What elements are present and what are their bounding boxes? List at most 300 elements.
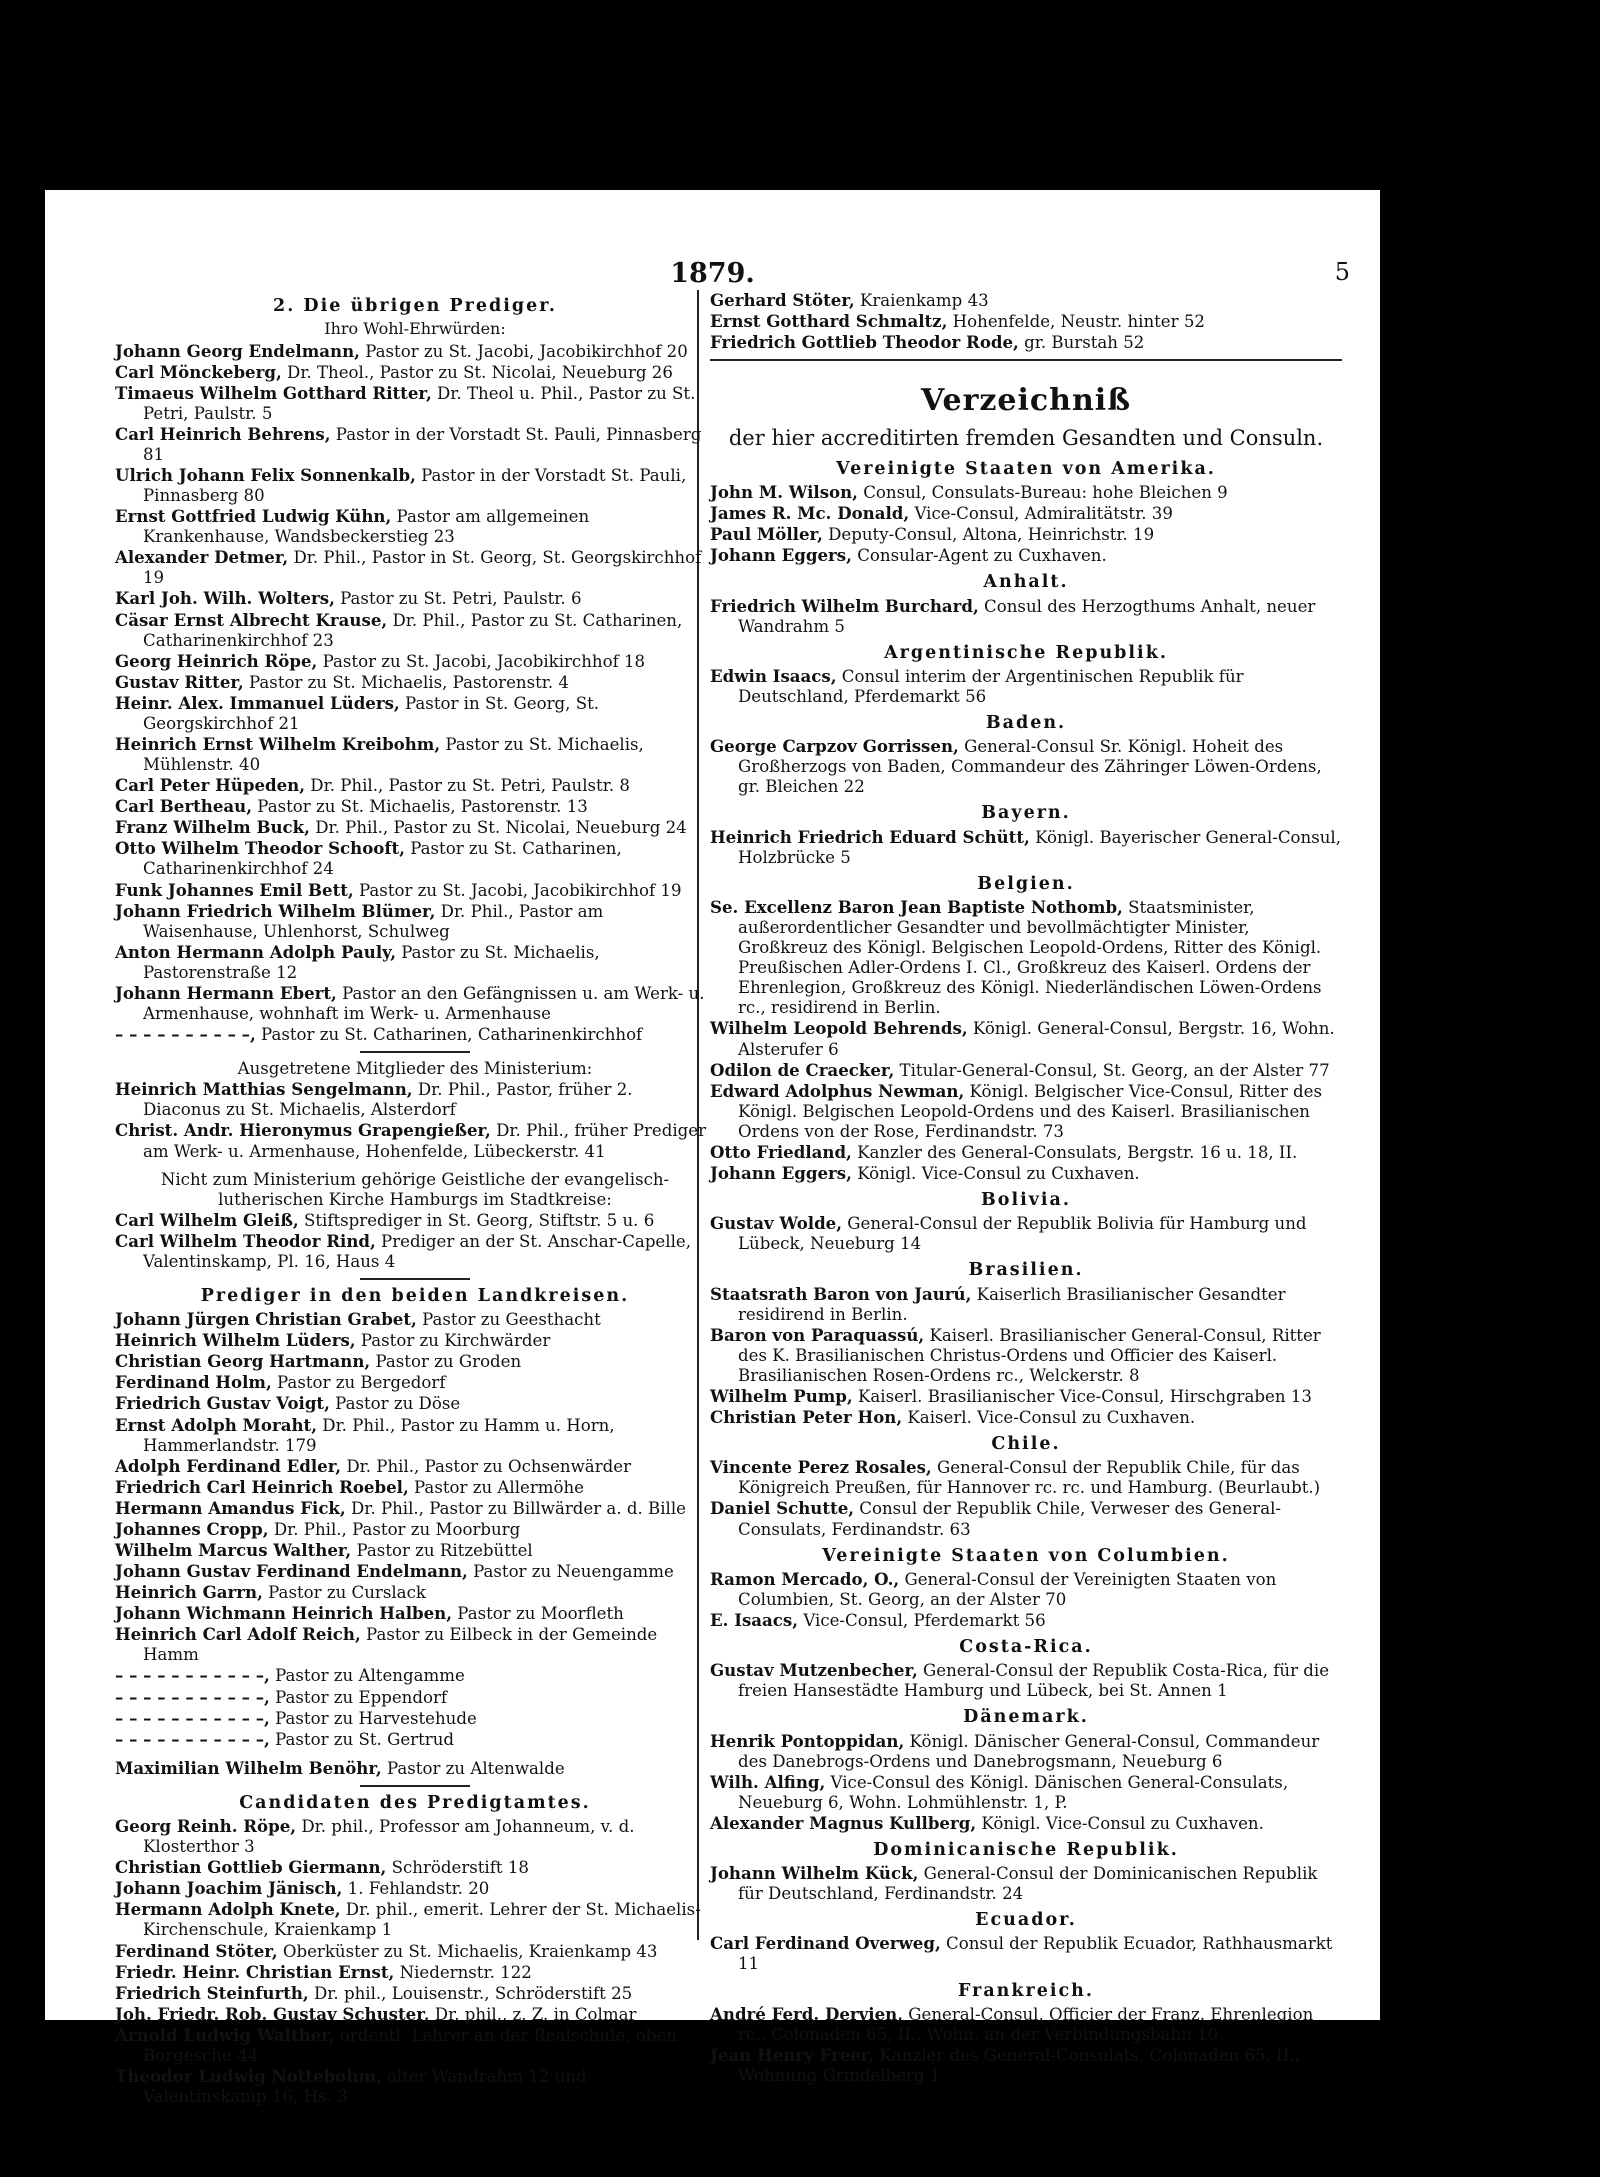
directory-entry — [115, 1519, 715, 1540]
section-heading: Vereinigte Staaten von Columbien. — [822, 1545, 1230, 1566]
directory-entry — [710, 897, 1342, 1018]
entry-details: Pastor zu St. Michaelis, Pastorenstr. 4 — [243, 672, 569, 692]
section-note: der hier accreditirten fremden Gesandten und Consuln. — [728, 425, 1324, 450]
entry-name: Anton Hermann Adolph Pauly, — [115, 941, 396, 962]
section-heading: Frankreich. — [958, 1980, 1094, 2001]
entry-name: Carl Mönckeberg, — [115, 361, 282, 382]
directory-entry — [710, 2045, 1342, 2086]
directory-entry — [710, 1610, 1342, 1631]
entry-name: Maximilian Wilhelm Benöhr, — [115, 1757, 382, 1778]
entry-details: General-Consul der Dominicanischen Republik für Deutschland, Ferdinandstr. 24 — [738, 1864, 1318, 1904]
entry-name: Staatsrath Baron von Jaurú, — [710, 1283, 972, 1304]
entry-details: Pastor zu St. Jacobi, Jacobikirchhof 18 — [317, 651, 646, 671]
entry-details: Kaiserl. Brasilianischer Vice-Consul, Hirschgraben 13 — [852, 1386, 1312, 1406]
entry-details: Pastor zu Geesthacht — [416, 1310, 601, 1330]
section-heading: Anhalt. — [983, 572, 1069, 593]
entry-name: Karl Joh. Wilh. Wolters, — [115, 588, 335, 609]
entry-details: Pastor zu St. Petri, Paulstr. 6 — [334, 589, 582, 609]
entry-name: Alexander Magnus Kullberg, — [710, 1812, 977, 1833]
entry-details: General-Consul, Officier der Franz. Ehrenlegion rc., Colonaden 65, II., Wohn. an der Verbindungsbahn 10 — [738, 2004, 1314, 2044]
entry-details: Dr. phil., Louisenstr., Schröderstift 25 — [308, 1983, 633, 2003]
entry-name: Wilh. Alfing, — [710, 1771, 826, 1792]
entry-details: Pastor zu Eilbeck in der Gemeinde Hamm — [143, 1625, 658, 1665]
directory-entry — [115, 1024, 715, 1045]
entry-details: Kanzler des General-Consulats, Bergstr. 16 u. 18, II. — [851, 1142, 1298, 1162]
entry-details: General-Consul Sr. Königl. Hoheit des Großherzogs von Baden, Commandeur des Zähringer Löwen-Ordens, gr. Bleichen 22 — [738, 737, 1322, 797]
directory-entry — [115, 547, 715, 588]
entry-name: Heinr. Alex. Immanuel Lüders, — [115, 692, 400, 713]
entry-name: Georg Reinh. Röpe, — [115, 1816, 297, 1837]
directory-entry — [115, 1857, 715, 1878]
entry-name: Wilhelm Pump, — [710, 1385, 853, 1406]
entry-details: Dr. Phil., früher Prediger am Werk- u. Armenhause, Hohenfelde, Lübeckerstr. 41 — [143, 1121, 707, 1161]
entry-details: Pastor zu Harvestehude — [269, 1708, 477, 1728]
entry-details: Dr. Phil., Pastor in St. Georg, St. Georgskirchhof 19 — [143, 548, 702, 588]
directory-entry — [115, 1210, 715, 1231]
entry-details: General-Consul der Republik Costa-Rica, für die freien Hansestädte Hamburg und Lübeck, bei St. Annen 1 — [738, 1661, 1330, 1701]
entry-name: E. Isaacs, — [710, 1609, 799, 1630]
entry-details: Pastor in der Vorstadt St. Pauli, Pinnasberg 81 — [143, 424, 702, 464]
entry-name: Friedr. Heinr. Christian Ernst, — [115, 1961, 395, 1982]
directory-entry — [115, 734, 715, 775]
entry-name: Hermann Adolph Knete, — [115, 1899, 341, 1920]
section-note: Ihro Wohl-Ehrwürden: — [324, 319, 506, 339]
entry-details: Pastor zu Groden — [370, 1352, 522, 1372]
directory-entry — [115, 1231, 715, 1272]
page-header — [45, 258, 1380, 290]
entry-details: Hohenfelde, Neustr. hinter 52 — [947, 312, 1205, 332]
directory-entry — [115, 672, 715, 693]
directory-entry — [710, 1163, 1342, 1184]
separator-rule — [360, 1051, 470, 1053]
section-heading: Baden. — [985, 713, 1067, 734]
entry-name: Friedrich Carl Heinrich Roebel, — [115, 1476, 409, 1497]
entry-details: Dr. Phil., Pastor zu Hamm u. Horn, Hammerlandstr. 179 — [143, 1415, 615, 1455]
entry-details: Pastor in der Vorstadt St. Pauli, Pinnasberg 80 — [143, 466, 687, 506]
entry-name: Carl Peter Hüpeden, — [115, 775, 306, 796]
directory-entry — [710, 1660, 1342, 1701]
entry-details: Schröderstift 18 — [386, 1858, 529, 1878]
directory-entry — [710, 290, 1342, 311]
entry-name: Heinrich Garrn, — [115, 1582, 263, 1603]
entry-name: Edwin Isaacs, — [710, 665, 837, 686]
entry-name: Johann Joachim Jänisch, — [115, 1878, 343, 1899]
document-page — [45, 190, 1380, 2107]
entry-details: Consul der Republik Ecuador, Rathhausmarkt 11 — [738, 1934, 1333, 1974]
directory-entry — [710, 1407, 1342, 1428]
entry-name: Ernst Adolph Moraht, — [115, 1414, 317, 1435]
entry-name: Ferdinand Holm, — [115, 1372, 272, 1393]
section-heading: Costa-Rica. — [959, 1637, 1093, 1658]
directory-entry — [710, 1813, 1342, 1834]
entry-name: Johann Jürgen Christian Grabet, — [115, 1309, 417, 1330]
entry-name: Ernst Gotthard Schmaltz, — [710, 311, 948, 332]
separator-rule — [360, 1785, 470, 1787]
separator-rule — [710, 359, 1342, 361]
section-heading: Dominicanische Republik. — [873, 1839, 1179, 1860]
entry-details: Kaiserlich Brasilianischer Gesandter residirend in Berlin. — [738, 1284, 1286, 1324]
entry-details: Consular-Agent zu Cuxhaven. — [851, 546, 1107, 566]
entry-details: Prediger an der St. Anschar-Capelle, Valentinskamp, Pl. 16, Haus 4 — [143, 1231, 691, 1271]
entry-name: John M. Wilson, — [710, 482, 858, 503]
entry-details: Pastor zu Allermöhe — [408, 1477, 584, 1497]
directory-entry — [115, 1603, 715, 1624]
entry-name: Wilhelm Leopold Behrends, — [710, 1018, 968, 1039]
entry-details: Dr. phil., emerit. Lehrer der St. Michaelis-Kirchenschule, Kraienkamp 1 — [143, 1900, 701, 1940]
directory-entry — [115, 1540, 715, 1561]
entry-details: Pastor zu Eppendorf — [269, 1687, 448, 1707]
directory-entry — [115, 817, 715, 838]
directory-entry — [115, 588, 715, 609]
section-heading: Belgien. — [977, 873, 1075, 894]
entry-details: Königl. General-Consul, Bergstr. 16, Wohn. Alsterufer 6 — [738, 1019, 1335, 1059]
entry-details: Pastor zu Döse — [329, 1394, 461, 1414]
entry-details: Pastor zu St. Michaelis, Mühlenstr. 40 — [143, 735, 644, 775]
directory-entry — [115, 383, 715, 424]
entry-name: Christian Georg Hartmann, — [115, 1351, 371, 1372]
directory-entry — [115, 1758, 715, 1779]
entry-name: Carl Wilhelm Theodor Rind, — [115, 1230, 376, 1251]
directory-entry — [710, 1325, 1342, 1386]
entry-name: Henrik Pontoppidan, — [710, 1730, 905, 1751]
directory-entry — [115, 1309, 715, 1330]
directory-entry — [115, 796, 715, 817]
directory-entry — [115, 693, 715, 734]
entry-details: Dr. Phil., Pastor zu St. Petri, Paulstr. 8 — [305, 776, 630, 796]
entry-details: Deputy-Consul, Altona, Heinrichstr. 19 — [822, 525, 1155, 545]
directory-entry — [115, 983, 715, 1024]
entry-details: Pastor zu St. Michaelis, Pastorenstr. 13 — [252, 797, 588, 817]
directory-entry — [710, 311, 1342, 332]
directory-entry — [115, 506, 715, 547]
entry-details: Pastor zu Kirchwärder — [355, 1331, 551, 1351]
entry-name: Baron von Paraquassú, — [710, 1324, 925, 1345]
entry-details: Pastor zu Curslack — [262, 1583, 426, 1603]
entry-name: Ferdinand Stöter, — [115, 1940, 278, 1961]
entry-details: Pastor zu Altenwalde — [381, 1758, 565, 1778]
entry-name: – – – – – – – – – – –, — [115, 1665, 270, 1686]
directory-entry — [115, 1079, 715, 1120]
entry-name: Friedrich Gottlieb Theodor Rode, — [710, 332, 1019, 353]
entry-name: Adolph Ferdinand Edler, — [115, 1455, 342, 1476]
directory-entry — [710, 666, 1342, 707]
entry-details: Kanzler des General-Consulats, Colonaden 65, II., Wohnung Grindelberg 1 — [738, 2045, 1300, 2085]
page-year: 1879. — [670, 258, 755, 289]
directory-entry — [710, 1060, 1342, 1081]
entry-details: Kaiserl. Brasilianischer General-Consul, Ritter des K. Brasilianischen Christus-Ordens und Officier des Kaiserl. Brasilianischen Rosen-Ordens rc., Welckerstr. 8 — [738, 1325, 1321, 1385]
entry-name: Edward Adolphus Newman, — [710, 1080, 965, 1101]
section-heading: Candidaten des Predigtamtes. — [239, 1792, 591, 1813]
entry-name: Otto Wilhelm Theodor Schooft, — [115, 838, 405, 859]
directory-entry — [710, 736, 1342, 797]
entry-details: Dr. phil., Professor am Johanneum, v. d. Klosterthor 3 — [143, 1817, 635, 1857]
entry-name: Friedrich Wilhelm Burchard, — [710, 595, 979, 616]
entry-name: Johann Gustav Ferdinand Endelmann, — [115, 1561, 468, 1582]
directory-entry — [115, 1415, 715, 1456]
entry-name: Gerhard Stöter, — [710, 290, 855, 310]
entry-details: Pastor zu St. Catharinen, Catharinenkirchhof 24 — [143, 839, 622, 879]
entry-details: alter Wandrahm 12 und Valentinskamp 16, Hs. 3 — [143, 2066, 587, 2107]
entry-name: Hermann Amandus Fick, — [115, 1497, 346, 1518]
entry-name: Alexander Detmer, — [115, 547, 289, 568]
entry-name: Johann Eggers, — [710, 545, 852, 566]
section-heading: Prediger in den beiden Landkreisen. — [200, 1285, 630, 1306]
directory-entry — [115, 2025, 715, 2066]
entry-name: Johann Wilhelm Kück, — [710, 1863, 919, 1884]
entry-name: Paul Möller, — [710, 524, 823, 545]
directory-entry — [115, 1665, 715, 1686]
entry-details: Pastor zu St. Jacobi, Jacobikirchhof 20 — [359, 341, 688, 361]
spacer — [115, 1162, 715, 1170]
entry-name: Gustav Ritter, — [115, 671, 244, 692]
entry-details: General-Consul der Republik Bolivia für Hamburg und Lübeck, Neueburg 14 — [738, 1214, 1307, 1254]
directory-entry — [710, 1457, 1342, 1498]
entry-details: Niedernstr. 122 — [394, 1962, 532, 1982]
directory-entry — [115, 1687, 715, 1708]
directory-entry — [115, 341, 715, 362]
page-number: 5 — [1334, 258, 1350, 286]
entry-details: Kraienkamp 43 — [854, 291, 989, 310]
directory-entry — [115, 1330, 715, 1351]
directory-entry — [115, 1477, 715, 1498]
entry-details: Pastor am allgemeinen Krankenhause, Wandsbeckerstieg 23 — [143, 507, 590, 547]
directory-entry — [115, 775, 715, 796]
entry-name: – – – – – – – – – – –, — [115, 1707, 270, 1728]
directory-entry — [710, 503, 1342, 524]
entry-details: Vice-Consul, Admiralitätstr. 39 — [909, 504, 1173, 524]
left-column — [115, 290, 715, 2107]
entry-name: Se. Excellenz Baron Jean Baptiste Nothomb, — [710, 896, 1123, 917]
directory-entry — [115, 610, 715, 651]
directory-entry — [115, 651, 715, 672]
directory-entry — [115, 1878, 715, 1899]
entry-details: Dr. Phil., Pastor zu Billwärder a. d. Bille — [345, 1498, 686, 1518]
entry-details: General-Consul der Republik Chile, für das Königreich Preußen, für Hannover rc. rc. und Hamburg. (Beurlaubt.) — [738, 1458, 1321, 1498]
directory-entry — [115, 1708, 715, 1729]
entry-details: Consul, Consulats-Bureau: hohe Bleichen 9 — [857, 483, 1228, 503]
directory-entry — [710, 1569, 1342, 1610]
directory-entry — [710, 1213, 1342, 1254]
entry-details: General-Consul der Vereinigten Staaten von Columbien, St. Georg, an der Alster 70 — [738, 1569, 1277, 1609]
directory-entry — [115, 1561, 715, 1582]
directory-entry — [710, 2004, 1342, 2045]
entry-name: Ernst Gottfried Ludwig Kühn, — [115, 506, 392, 527]
directory-entry — [710, 827, 1342, 868]
entry-name: Friedrich Steinfurth, — [115, 1982, 309, 2003]
directory-entry — [115, 1393, 715, 1414]
directory-entry — [115, 362, 715, 383]
entry-name: – – – – – – – – – –, — [115, 1024, 256, 1045]
section-heading: Argentinische Republik. — [884, 642, 1168, 663]
entry-details: Vice-Consul, Pferdemarkt 56 — [798, 1610, 1046, 1630]
directory-entry — [115, 465, 715, 506]
directory-entry — [710, 1142, 1342, 1163]
directory-entry — [115, 424, 715, 465]
entry-details: Pastor in St. Georg, St. Georgskirchhof 21 — [143, 693, 600, 733]
section-heading: Chile. — [991, 1434, 1061, 1455]
entry-name: James R. Mc. Donald, — [710, 503, 910, 524]
directory-entry — [710, 1018, 1342, 1059]
entry-name: Johann Hermann Ebert, — [115, 982, 337, 1003]
entry-name: Vincente Perez Rosales, — [710, 1457, 932, 1478]
entry-details: Pastor an den Gefängnissen u. am Werk- u. Armenhause, wohnhaft im Werk- u. Armenhause — [143, 983, 705, 1024]
directory-entry — [115, 1983, 715, 2004]
entry-name: Franz Wilhelm Buck, — [115, 817, 310, 838]
directory-entry — [115, 2066, 715, 2107]
directory-entry — [710, 1386, 1342, 1407]
entry-name: Carl Wilhelm Gleiß, — [115, 1209, 299, 1230]
section-note: Ausgetretene Mitglieder des Ministerium: — [237, 1059, 593, 1079]
entry-details: Stiftsprediger in St. Georg, Stiftstr. 5 u. 6 — [298, 1210, 655, 1230]
directory-entry — [115, 1816, 715, 1857]
entry-details: Kaiserl. Vice-Consul zu Cuxhaven. — [902, 1408, 1196, 1428]
entry-details: Staatsminister, außerordentlicher Gesandter und bevollmächtigter Minister, Großkreuz des Königl. Belgischen Leopold-Ordens, Ritter des Königl. Preußischen Adler-Ordens I. Cl., Großkreuz des Kaiserl. Ordens der Ehrenlegion, Großkreuz des Königl. Niederländischen Löwen-Ordens rc., residirend in Berlin. — [738, 897, 1322, 1018]
section-heading: Verzeichniß — [920, 383, 1131, 419]
entry-name: Odilon de Craecker, — [710, 1059, 895, 1080]
entry-name: Georg Heinrich Röpe, — [115, 650, 318, 671]
entry-details: 1. Fehlandstr. 20 — [342, 1879, 490, 1899]
section-heading: Bayern. — [981, 803, 1071, 824]
directory-entry — [115, 1456, 715, 1477]
entry-details: Consul des Herzogthums Anhalt, neuer Wandrahm 5 — [738, 596, 1316, 636]
entry-name: – – – – – – – – – – –, — [115, 1686, 270, 1707]
directory-entry — [710, 332, 1342, 353]
entry-name: Gustav Mutzenbecher, — [710, 1660, 918, 1681]
entry-name: Ulrich Johann Felix Sonnenkalb, — [115, 465, 416, 485]
entry-details: Oberküster zu St. Michaelis, Kraienkamp 43 — [277, 1941, 658, 1961]
entry-name: Heinrich Carl Adolf Reich, — [115, 1624, 361, 1645]
entry-name: Daniel Schutte, — [710, 1498, 855, 1519]
section-note: Nicht zum Ministerium gehörige Geistliche der evangelisch-lutherischen Kirche Hamburgs im Stadtkreise: — [160, 1169, 670, 1209]
entry-details: Consul interim der Argentinischen Republik für Deutschland, Pferdemarkt 56 — [738, 666, 1244, 706]
entry-details: Dr. Theol., Pastor zu St. Nicolai, Neueburg 26 — [281, 362, 673, 382]
entry-details: Pastor zu St. Catharinen, Catharinenkirchhof — [255, 1025, 643, 1045]
entry-details: Consul der Republik Chile, Verweser des General-Consulats, Ferdinandstr. 63 — [738, 1499, 1282, 1539]
entry-details: Pastor zu Altengamme — [269, 1666, 465, 1686]
directory-entry — [115, 880, 715, 901]
directory-entry — [115, 942, 715, 983]
directory-entry — [115, 838, 715, 879]
entry-name: Johann Friedrich Wilhelm Blümer, — [115, 900, 436, 921]
entry-name: Heinrich Friedrich Eduard Schütt, — [710, 826, 1030, 847]
entry-name: Otto Friedland, — [710, 1141, 852, 1162]
entry-details: Pastor zu St. Gertrud — [269, 1729, 455, 1749]
entry-name: Ramon Mercado, O., — [710, 1568, 900, 1589]
entry-name: Carl Bertheau, — [115, 796, 252, 817]
entry-name: Cäsar Ernst Albrecht Krause, — [115, 609, 388, 630]
directory-entry — [710, 524, 1342, 545]
directory-entry — [710, 596, 1342, 637]
directory-entry — [115, 1372, 715, 1393]
entry-name: Friedrich Gustav Voigt, — [115, 1393, 330, 1414]
entry-details: Vice-Consul des Königl. Dänischen General-Consulats, Neueburg 6, Wohn. Lohmühlenstr. 1, P. — [738, 1772, 1289, 1812]
entry-name: Carl Heinrich Behrens, — [115, 423, 331, 444]
entry-details: Pastor zu Neuengamme — [467, 1562, 674, 1582]
entry-details: Dr. Phil., Pastor, früher 2. Diaconus zu St. Michaelis, Alsterdorf — [143, 1080, 633, 1120]
directory-entry — [115, 1120, 715, 1161]
directory-entry — [710, 1933, 1342, 1974]
section-heading: Ecuador. — [975, 1910, 1077, 1931]
entry-details: Dr. Phil., Pastor zu Ochsenwärder — [341, 1456, 631, 1476]
section-heading: 2. Die übrigen Prediger. — [273, 296, 557, 316]
entry-name: Carl Ferdinand Overweg, — [710, 1933, 941, 1954]
entry-details: Königl. Belgischer Vice-Consul, Ritter des Königl. Belgischen Leopold-Ordens und des Kaiserl. Brasilianischen Ordens von der Rose, Ferdinandstr. 73 — [738, 1081, 1323, 1141]
directory-entry — [115, 1582, 715, 1603]
entry-details: Titular-General-Consul, St. Georg, an der Alster 77 — [894, 1060, 1330, 1080]
section-heading: Bolivia. — [980, 1190, 1071, 1211]
entry-name: Jean Henry Freer, — [710, 2044, 875, 2065]
entry-details: Dr. Phil., Pastor zu Moorburg — [268, 1519, 521, 1539]
entry-name: Johann Eggers, — [710, 1163, 852, 1183]
entry-name: – – – – – – – – – – –, — [115, 1728, 270, 1749]
entry-name: Gustav Wolde, — [710, 1213, 843, 1234]
directory-entry — [115, 1624, 715, 1665]
directory-entry — [710, 1863, 1342, 1904]
directory-entry — [710, 545, 1342, 566]
entry-name: Christ. Andr. Hieronymus Grapengießer, — [115, 1120, 491, 1141]
section-heading: Vereinigte Staaten von Amerika. — [836, 458, 1216, 479]
entry-details: Dr. Phil., Pastor zu St. Catharinen, Catharinenkirchhof 23 — [143, 610, 683, 650]
directory-entry — [115, 1498, 715, 1519]
entry-name: Joh. Friedr. Rob. Gustav Schuster, — [115, 2003, 430, 2024]
entry-details: Pastor zu St. Michaelis, Pastorenstraße 12 — [143, 942, 600, 982]
entry-details: Königl. Bayerischer General-Consul, Holzbrücke 5 — [738, 827, 1342, 867]
entry-name: Heinrich Ernst Wilhelm Kreibohm, — [115, 734, 441, 755]
spacer — [115, 1750, 715, 1758]
entry-details: Pastor zu Ritzebüttel — [351, 1541, 533, 1560]
directory-entry — [710, 1772, 1342, 1813]
entry-details: Dr. Phil., Pastor zu St. Nicolai, Neueburg 24 — [309, 818, 687, 838]
entry-name: Johann Georg Endelmann, — [115, 340, 360, 361]
entry-details: Dr. Theol u. Phil., Pastor zu St. Petri, Paulstr. 5 — [143, 383, 696, 423]
entry-name: Christian Gottlieb Giermann, — [115, 1857, 387, 1878]
directory-entry — [115, 901, 715, 942]
directory-entry — [710, 482, 1342, 503]
directory-entry — [115, 1899, 715, 1940]
section-heading: Dänemark. — [963, 1707, 1089, 1728]
entry-details: Königl. Dänischer General-Consul, Commandeur des Danebrogs-Ordens und Danebrogsmann, Neueburg 6 — [738, 1731, 1320, 1771]
directory-entry — [710, 1731, 1342, 1772]
entry-details: gr. Burstah 52 — [1018, 333, 1145, 353]
entry-details: Pastor zu Bergedorf — [271, 1373, 446, 1393]
directory-entry — [115, 2004, 715, 2025]
entry-name: Heinrich Matthias Sengelmann, — [115, 1079, 413, 1100]
directory-entry — [710, 1498, 1342, 1539]
entry-details: Dr. phil., z. Z. in Colmar — [429, 2004, 637, 2024]
entry-details: Pastor zu Moorfleth — [452, 1604, 624, 1624]
directory-entry — [710, 1284, 1342, 1325]
entry-name: André Ferd. Dervien, — [710, 2003, 903, 2024]
right-column — [710, 290, 1342, 2086]
entry-name: Wilhelm Marcus Walther, — [115, 1540, 352, 1560]
directory-entry — [115, 1729, 715, 1750]
entry-name: Christian Peter Hon, — [710, 1407, 903, 1428]
entry-name: Arnold Ludwig Walther, — [115, 2024, 335, 2045]
directory-entry — [710, 1081, 1342, 1142]
entry-name: Timaeus Wilhelm Gotthard Ritter, — [115, 382, 432, 403]
directory-entry — [115, 1351, 715, 1372]
directory-entry — [115, 1941, 715, 1962]
entry-details: Königl. Vice-Consul zu Cuxhaven. — [976, 1813, 1264, 1833]
entry-name: Johann Wichmann Heinrich Halben, — [115, 1603, 453, 1624]
entry-details: Dr. Phil., Pastor am Waisenhause, Uhlenhorst, Schulweg — [143, 901, 604, 941]
entry-details: ordentl. Lehrer an der Realschule, oben Borgesche 44 — [143, 2025, 677, 2065]
section-heading: Brasilien. — [968, 1260, 1084, 1281]
entry-name: Theodor Ludwig Nottebohm, — [115, 2065, 382, 2086]
entry-details: Pastor zu St. Jacobi, Jacobikirchhof 19 — [353, 880, 682, 900]
entry-details: Königl. Vice-Consul zu Cuxhaven. — [851, 1164, 1140, 1183]
entry-name: Johannes Cropp, — [115, 1518, 269, 1539]
